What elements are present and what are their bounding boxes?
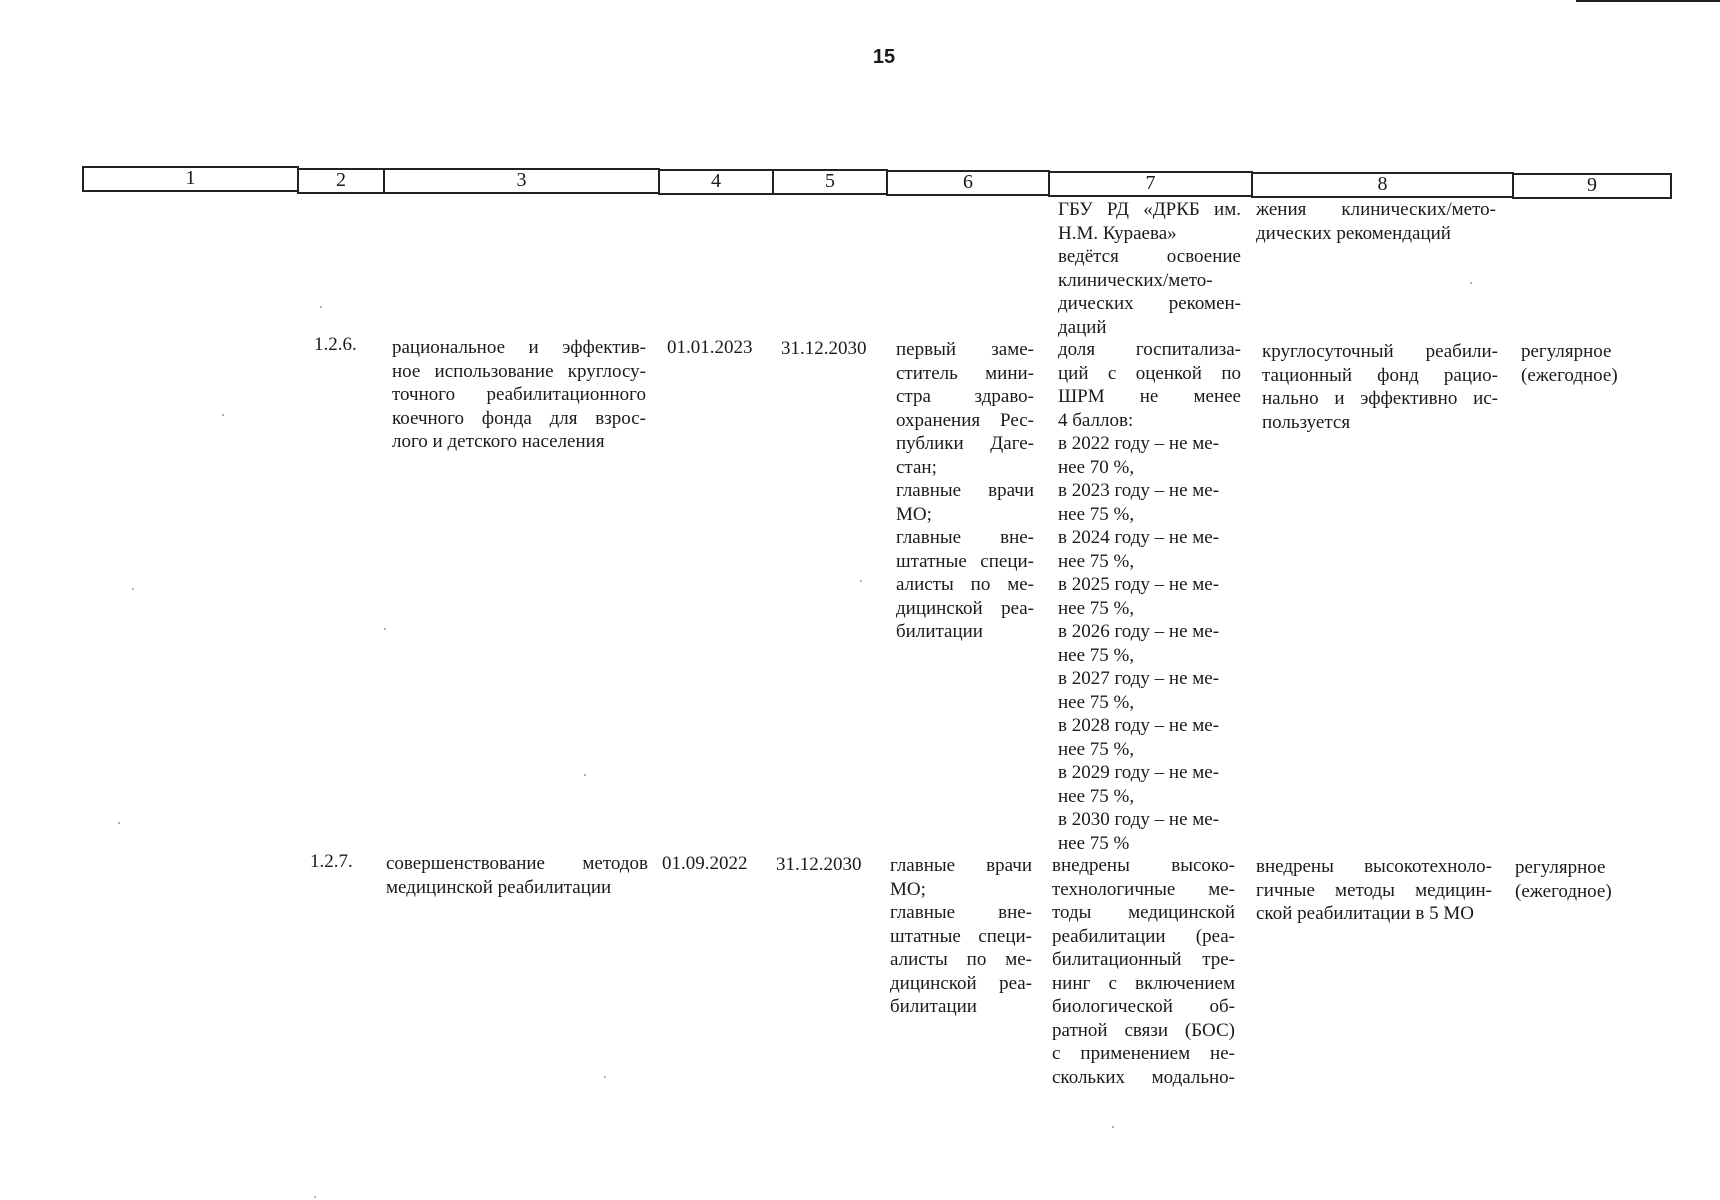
header-col-3: 3 [383,168,660,194]
text-line: коечного фонда для взрос- [392,407,646,429]
text-line: рациональное и эффектив- [392,337,646,358]
result-cell [1262,340,1498,434]
text-line: алисты по ме- [896,574,1034,595]
row-number: 1.2.7. [310,851,353,872]
text-line: тационный фонд рацио- [1262,364,1498,386]
text-line: нинг с включением [1052,972,1235,994]
start-date: 01.09.2022 [662,853,748,874]
row-number: 1.2.6. [314,334,357,355]
text-line: ное использование круглосу- [392,360,646,382]
text-line: даций [1058,316,1107,338]
text-line: в 2028 году – не ме- [1058,715,1220,736]
page-number: 15 [872,46,896,68]
end-date: 31.12.2030 [781,338,867,359]
scan-speck [222,414,224,416]
text-line: ратной связи (БОС) [1052,1019,1235,1041]
text-line: МО; [896,503,932,525]
text-line: нее 75 %, [1058,597,1135,619]
responsible-cell [890,854,1032,1019]
text-line: Н.М. Кураева» [1058,222,1177,244]
indicator-cell [1052,854,1235,1089]
text-line: главные вне- [896,527,1034,548]
text-line: ШРМ не менее [1058,386,1241,407]
text-line: (ежегодное) [1515,880,1612,902]
text-line: в 2027 году – не ме- [1058,668,1220,689]
responsible-cell [896,338,1034,644]
text-line: билитационный тре- [1052,949,1235,970]
text-line: технологичные ме- [1052,878,1235,900]
header-col-6: 6 [886,170,1050,196]
text-line: в 2023 году – не ме- [1058,480,1220,501]
frequency-cell [1515,856,1612,903]
text-line: в 2029 году – не ме- [1058,762,1220,783]
text-line: охранения Рес- [896,409,1034,431]
text-line: лого и детского населения [392,431,605,452]
text-line: стан; [896,456,937,478]
result-cell [1256,855,1492,926]
text-line: нее 70 %, [1058,456,1135,478]
text-line: регулярное [1515,857,1606,878]
event-cell [392,336,646,454]
text-line: (ежегодное) [1521,364,1618,386]
text-line: главные врачи [890,855,1032,876]
text-line: стра здраво- [896,386,1034,407]
event-cell [386,852,648,899]
text-line: клинических/мето- [1058,269,1213,291]
scan-speck [320,306,322,308]
scan-speck [584,774,586,776]
text-line: доля госпитализа- [1058,339,1241,360]
header-col-9: 9 [1512,173,1672,199]
text-line: точного реабилитационного [392,384,646,405]
text-line: первый заме- [896,339,1034,360]
header-col-7: 7 [1048,171,1253,197]
scan-speck [132,588,134,590]
text-line: дических рекомен- [1058,293,1241,314]
text-line: круглосуточный реабили- [1262,341,1498,362]
text-line: штатные специ- [896,550,1034,572]
text-line: дицинской реа- [896,597,1034,619]
scan-speck [314,1196,316,1198]
text-line: билитации [890,996,977,1017]
text-line: МО; [890,878,926,900]
text-line: тоды медицинской [1052,902,1235,923]
text-line: пользуется [1262,411,1351,433]
scan-speck [1112,1126,1114,1128]
text-line: реабилитации (реа- [1052,925,1235,947]
text-line: нее 75 %, [1058,550,1135,572]
text-line: скольких модально- [1052,1066,1235,1088]
text-line: ской реабилитации в 5 МО [1256,903,1475,924]
text-line: внедрены высокотехноло- [1256,856,1492,877]
text-line: 4 баллов: [1058,409,1134,431]
scan-speck [384,628,386,630]
scan-edge-line [1576,0,1720,2]
text-line: совершенствование методов [386,853,648,874]
text-line: алисты по ме- [890,949,1032,970]
text-line: ститель мини- [896,362,1034,384]
text-line: медицинской реабилитации [386,876,612,898]
header-col-8: 8 [1251,172,1514,198]
scan-speck [860,580,862,582]
text-line: дицинской реа- [890,972,1032,994]
text-line: ГБУ РД «ДРКБ им. [1058,199,1241,220]
text-line: нее 75 %, [1058,738,1135,760]
text-line: в 2030 году – не ме- [1058,809,1220,830]
text-line: ведётся освоение [1058,246,1241,267]
header-col-2: 2 [297,168,385,194]
text-line: главные врачи [896,480,1034,501]
continued-result-cell [1256,198,1496,245]
text-line: нее 75 %, [1058,644,1135,666]
text-line: билитации [896,621,983,642]
text-line: нее 75 %, [1058,785,1135,807]
text-line: гичные методы медицин- [1256,879,1492,901]
text-line: нально и эффективно ис- [1262,388,1498,409]
text-line: в 2025 году – не ме- [1058,574,1220,595]
text-line: публики Даге- [896,433,1034,454]
header-col-1: 1 [82,166,299,192]
continued-indicator-cell [1058,198,1241,339]
text-line: биологической об- [1052,996,1235,1017]
header-col-4: 4 [658,169,774,195]
header-col-5: 5 [772,169,888,195]
frequency-cell [1521,340,1618,387]
indicator-cell [1058,338,1241,855]
text-line: дических рекомендаций [1256,222,1451,244]
start-date: 01.01.2023 [667,337,753,358]
text-line: в 2024 году – не ме- [1058,527,1220,548]
text-line: нее 75 %, [1058,503,1135,525]
scan-speck [1470,282,1472,284]
text-line: регулярное [1521,341,1612,362]
text-line: нее 75 % [1058,832,1130,854]
scan-speck [118,822,120,824]
text-line: внедрены высоко- [1052,855,1235,876]
text-line: в 2022 году – не ме- [1058,433,1220,454]
text-line: с применением не- [1052,1043,1235,1064]
end-date: 31.12.2030 [776,854,862,875]
text-line: ций с оценкой по [1058,362,1241,384]
text-line: нее 75 %, [1058,691,1135,713]
text-line: главные вне- [890,902,1032,923]
text-line: в 2026 году – не ме- [1058,621,1220,642]
text-line: штатные специ- [890,925,1032,947]
text-line: жения клинических/мето- [1256,199,1496,220]
scan-speck [604,1076,606,1078]
